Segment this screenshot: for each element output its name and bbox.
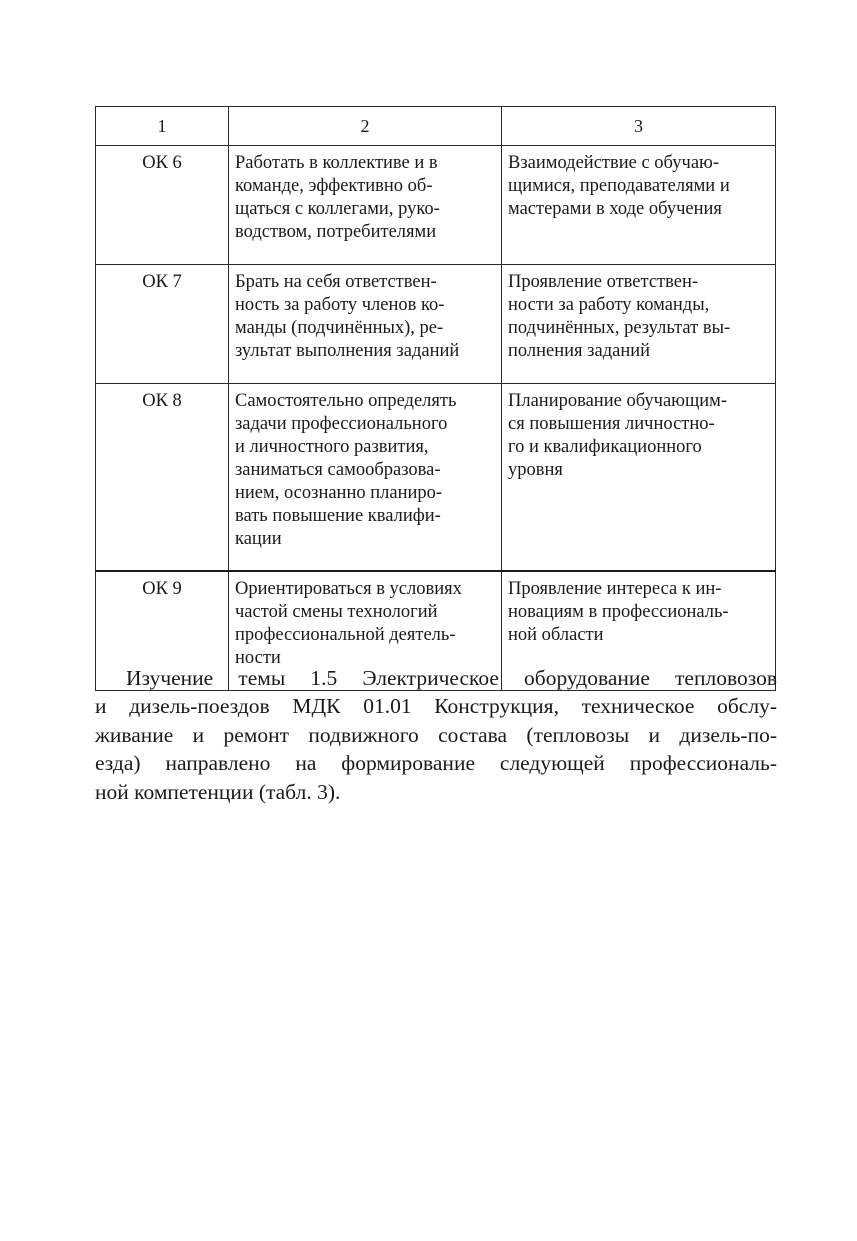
header-cell: 3 xyxy=(502,107,776,146)
table-header-row xyxy=(96,107,776,146)
text-line: Работать в коллективе и в xyxy=(235,153,438,173)
competency-description xyxy=(229,265,502,384)
text-line: зультат выполнения заданий xyxy=(235,341,460,361)
text-line: Взаимодействие с обучаю- xyxy=(508,153,720,173)
text-line: кации xyxy=(235,529,282,549)
competency-indicator xyxy=(502,146,776,265)
text-line: задачи профессионального xyxy=(235,414,448,434)
text-line: полнения заданий xyxy=(508,341,651,361)
competency-code: ОК 8 xyxy=(96,384,229,572)
text-line: Проявление ответствен- xyxy=(508,272,699,292)
text-line: Ориентироваться в условиях xyxy=(235,579,462,599)
competency-code: ОК 9 xyxy=(96,571,229,691)
text-line: щаться с коллегами, руко- xyxy=(235,199,440,219)
text-line: Самостоятельно определять xyxy=(235,391,457,411)
text-line: вать повышение квалифи- xyxy=(235,506,441,526)
table-row xyxy=(96,384,776,572)
text-line: го и квалификационного xyxy=(508,437,702,457)
text-line: подчинённых, результат вы- xyxy=(508,318,731,338)
competency-description xyxy=(229,384,502,572)
text-line: профессиональной деятель- xyxy=(235,625,456,645)
text-line: Проявление интереса к ин- xyxy=(508,579,722,599)
text-line: Брать на себя ответствен- xyxy=(235,272,437,292)
header-cell: 1 xyxy=(96,107,229,146)
text-line: частой смены технологий xyxy=(235,602,438,622)
text-line: новациям в профессиональ- xyxy=(508,602,729,622)
text-line: и личностного развития, xyxy=(235,437,429,457)
paragraph-line: живание и ремонт подвижного состава (тепловозы и дизель-по- xyxy=(95,722,777,747)
text-line: водством, потребителями xyxy=(235,222,437,242)
text-line: заниматься самообразова- xyxy=(235,460,441,480)
text-line: ности xyxy=(235,648,281,668)
text-line: Планирование обучающим- xyxy=(508,391,728,411)
paragraph-line: езда) направлено на формирование следующей профессиональ- xyxy=(95,751,777,776)
text-line: ность за работу членов ко- xyxy=(235,295,445,315)
text-line: щимися, преподавателями и xyxy=(508,176,730,196)
competency-indicator xyxy=(502,384,776,572)
paragraph-line: и дизель-поездов МДК 01.01 Конструкция, техническое обслу- xyxy=(95,694,777,719)
competencies-table xyxy=(95,106,776,691)
paragraph-line: ной компетенции (табл. 3). xyxy=(95,779,341,804)
competency-code: ОК 6 xyxy=(96,146,229,265)
text-line: уровня xyxy=(508,460,563,480)
body-paragraph xyxy=(95,664,777,806)
competency-code: ОК 7 xyxy=(96,265,229,384)
text-line: манды (подчинённых), ре- xyxy=(235,318,444,338)
text-line: ся повышения личностно- xyxy=(508,414,715,434)
table-row xyxy=(96,146,776,265)
competency-description xyxy=(229,146,502,265)
text-line: ной области xyxy=(508,625,604,645)
text-line: нием, осознанно планиро- xyxy=(235,483,443,503)
competency-indicator xyxy=(502,265,776,384)
text-line: мастерами в ходе обучения xyxy=(508,199,722,219)
text-line: команде, эффективно об- xyxy=(235,176,433,196)
header-cell: 2 xyxy=(229,107,502,146)
text-line: ности за работу команды, xyxy=(508,295,710,315)
paragraph-line: Изучение темы 1.5 Электрическое оборудование тепловозов xyxy=(126,666,777,690)
table-row xyxy=(96,265,776,384)
